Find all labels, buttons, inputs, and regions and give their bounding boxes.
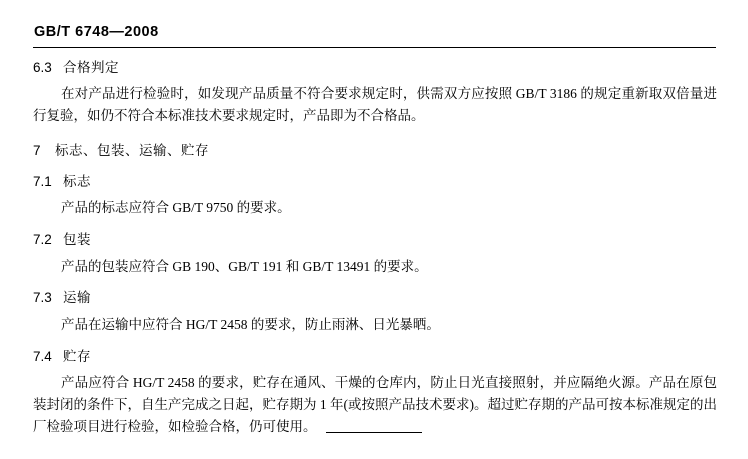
section-title-7-2: 包装 xyxy=(63,232,91,248)
footer-divider xyxy=(326,432,422,433)
section-number-6-3: 6.3 xyxy=(33,60,52,75)
document-body xyxy=(33,58,717,437)
header-divider xyxy=(33,47,716,48)
section-title-7: 标志、包装、运输、贮存 xyxy=(55,142,209,158)
section-paragraph-6-3-1: 在对产品进行检验时，如发现产品质量不符合要求规定时，供需双方应按照 GB/T 3186 的规定重新取双倍量进行复验，如仍不符合本标准技术要求规定时，产品即为不合格品。 xyxy=(33,86,717,124)
section-number-7: 7 xyxy=(33,142,41,158)
section-number-7-4: 7.4 xyxy=(33,348,52,364)
section-heading-7-3 xyxy=(33,288,717,308)
section-paragraph-7-4-1: 产品应符合 HG/T 2458 的要求，贮存在通风、干燥的仓库内，防止日光直接照射，并应隔绝火源。产品在原包装封闭的条件下，自生产完成之日起，贮存期为 1 年(或按照产品技术要求)。超过贮存期的产品可按本标准规定的出厂检验项目进行检验，如检验合格，仍可使用。 xyxy=(33,374,717,434)
section-heading-7-4 xyxy=(33,347,717,367)
section-paragraph-7-1-1: 产品的标志应符合 GB/T 9750 的要求。 xyxy=(61,200,291,216)
section-title-7-1: 标志 xyxy=(63,174,91,190)
section-heading-7-1 xyxy=(33,172,717,192)
section-paragraph-7-3-1: 产品在运输中应符合 HG/T 2458 的要求，防止雨淋、日光暴晒。 xyxy=(61,316,440,332)
section-number-7-1: 7.1 xyxy=(33,174,52,190)
section-heading-7-2 xyxy=(33,230,717,250)
section-number-7-3: 7.3 xyxy=(33,290,52,306)
section-paragraph-7-2-1: 产品的包装应符合 GB 190、GB/T 191 和 GB/T 13491 的要求。 xyxy=(61,258,428,274)
page-header-standard-code: GB/T 6748—2008 xyxy=(34,24,159,40)
section-title-7-3: 运输 xyxy=(63,290,91,306)
section-heading-7 xyxy=(33,141,717,161)
section-title-6-3: 合格判定 xyxy=(63,60,119,75)
section-heading-6-3 xyxy=(33,58,717,78)
section-title-7-4: 贮存 xyxy=(63,348,91,364)
section-number-7-2: 7.2 xyxy=(33,232,52,248)
